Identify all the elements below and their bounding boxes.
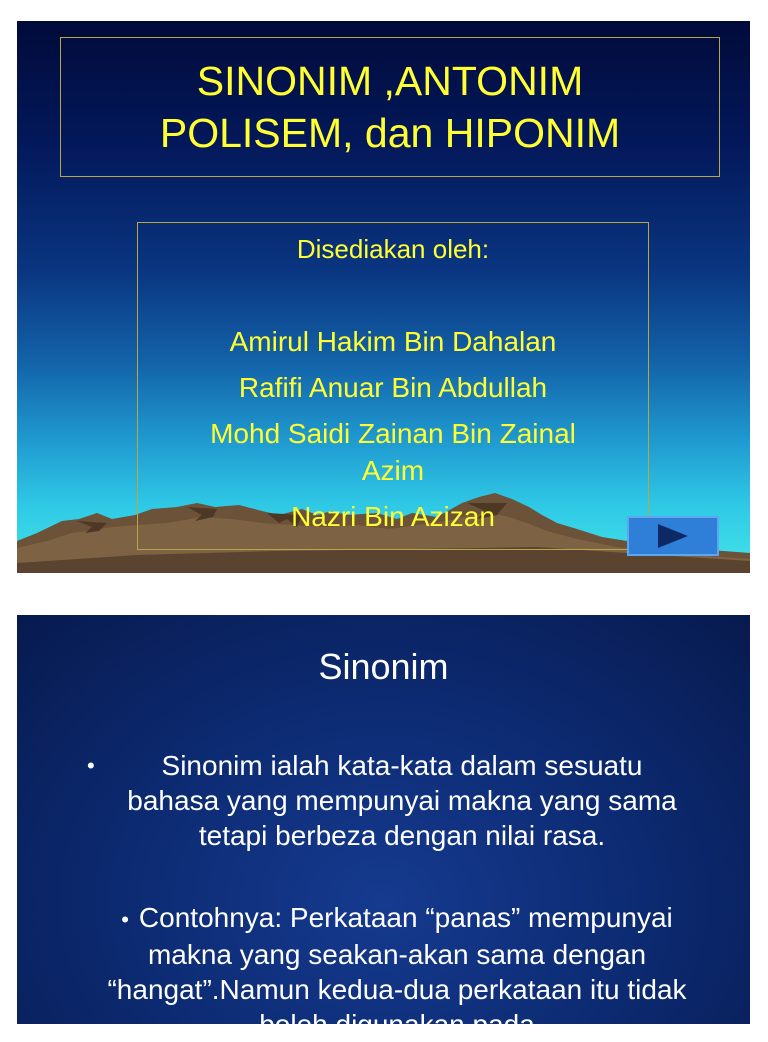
- slide-1: [17, 21, 750, 573]
- author-name: Nazri Bin Azizan: [291, 501, 495, 532]
- next-slide-button[interactable]: [627, 516, 719, 556]
- prepared-by-label: Disediakan oleh:: [296, 234, 490, 264]
- author-name: Rafifi Anuar Bin Abdullah: [238, 372, 548, 403]
- author-box: [137, 222, 649, 550]
- author-list: [138, 323, 648, 544]
- author-name: Mohd Saidi Zainan Bin Zainal Azim: [210, 418, 576, 486]
- bullet-dot: •: [121, 907, 129, 932]
- title-line-2: POLISEM, dan HIPONIM: [159, 110, 621, 156]
- bullet-item: [77, 900, 717, 1042]
- slide-2: [17, 615, 750, 1040]
- bullet-item: [87, 748, 687, 853]
- play-triangle-icon: [658, 524, 688, 548]
- slide-title: Sinonim: [318, 646, 449, 687]
- bullet-text: Sinonim ialah kata-kata dalam sesuatu bahasa yang mempunyai makna yang sama tetapi berbeza dengan nilai rasa.: [127, 750, 677, 851]
- title-line-1: SINONIM ,ANTONIM: [196, 58, 584, 104]
- bullet-dot: •: [87, 753, 95, 778]
- bullet-text: Contohnya: Perkataan “panas” mempunyai makna yang seakan-akan sama dengan “hangat”.Namun kedua-dua perkataan itu tidak boleh digunakan pada: [107, 902, 687, 1040]
- title-box: [60, 37, 720, 177]
- author-name: Amirul Hakim Bin Dahalan: [229, 326, 557, 357]
